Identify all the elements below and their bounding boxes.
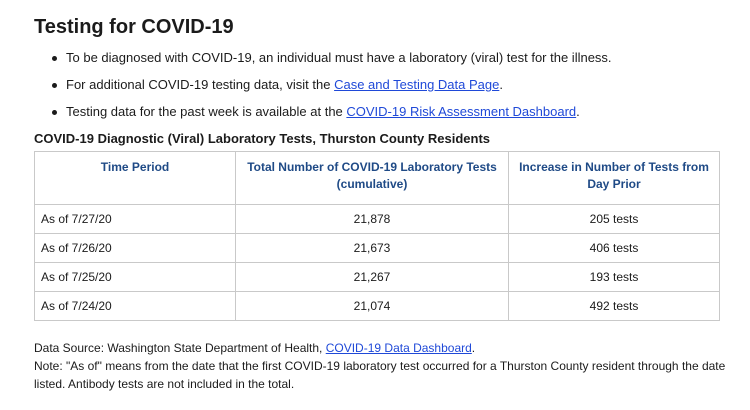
cell-time-period: As of 7/26/20 [35, 234, 236, 263]
cell-increase: 406 tests [509, 234, 720, 263]
cell-time-period: As of 7/27/20 [35, 205, 236, 234]
bullet-text-suffix: . [576, 104, 580, 119]
bullet-text: To be diagnosed with COVID-19, an individual must have a laboratory (viral) test for the illness. [66, 50, 612, 65]
header-total-tests: Total Number of COVID-19 Laboratory Tests (cumulative) [236, 152, 509, 205]
notes-section [34, 339, 734, 393]
cell-total-tests: 21,673 [236, 234, 509, 263]
data-source-line [34, 339, 734, 357]
table-row [35, 263, 720, 292]
cell-total-tests: 21,267 [236, 263, 509, 292]
cell-time-period: As of 7/25/20 [35, 263, 236, 292]
bullet-text: For additional COVID-19 testing data, visit the [66, 77, 335, 92]
table-row [35, 292, 720, 321]
header-time-period: Time Period [35, 152, 236, 205]
risk-assessment-dashboard-link[interactable]: COVID-19 Risk Assessment Dashboard [346, 104, 577, 119]
header-increase: Increase in Number of Tests from Day Prior [509, 152, 720, 205]
data-source-suffix: . [471, 341, 476, 355]
table-header-row [35, 152, 720, 205]
table-title: COVID-19 Diagnostic (Viral) Laboratory Tests, Thurston County Residents [34, 131, 491, 146]
cell-time-period: As of 7/24/20 [35, 292, 236, 321]
bullet-text: Testing data for the past week is available at the [66, 104, 347, 119]
cell-increase: 193 tests [509, 263, 720, 292]
note-text: Note: "As of" means from the date that the first COVID-19 laboratory test occurred for a Thurston County resident through the date listed. Antibody tests are not included in the total. [34, 359, 726, 391]
cell-total-tests: 21,878 [236, 205, 509, 234]
page-title: Testing for COVID-19 [34, 16, 234, 38]
case-testing-data-link[interactable]: Case and Testing Data Page [334, 77, 500, 92]
table-row [35, 234, 720, 263]
info-bullet-list [34, 50, 734, 119]
content-area [34, 10, 734, 393]
bullet-item-dashboard [66, 104, 734, 119]
cell-increase: 492 tests [509, 292, 720, 321]
data-source-text: Data Source: Washington State Department of Health, [34, 341, 326, 355]
cell-total-tests: 21,074 [236, 292, 509, 321]
bullet-item-diagnosis [66, 50, 734, 65]
lab-tests-table [34, 151, 720, 321]
cell-increase: 205 tests [509, 205, 720, 234]
table-row [35, 205, 720, 234]
bullet-text-suffix: . [499, 77, 503, 92]
covid-data-dashboard-link[interactable]: COVID-19 Data Dashboard [325, 341, 472, 355]
bullet-item-testing-data [66, 77, 734, 92]
